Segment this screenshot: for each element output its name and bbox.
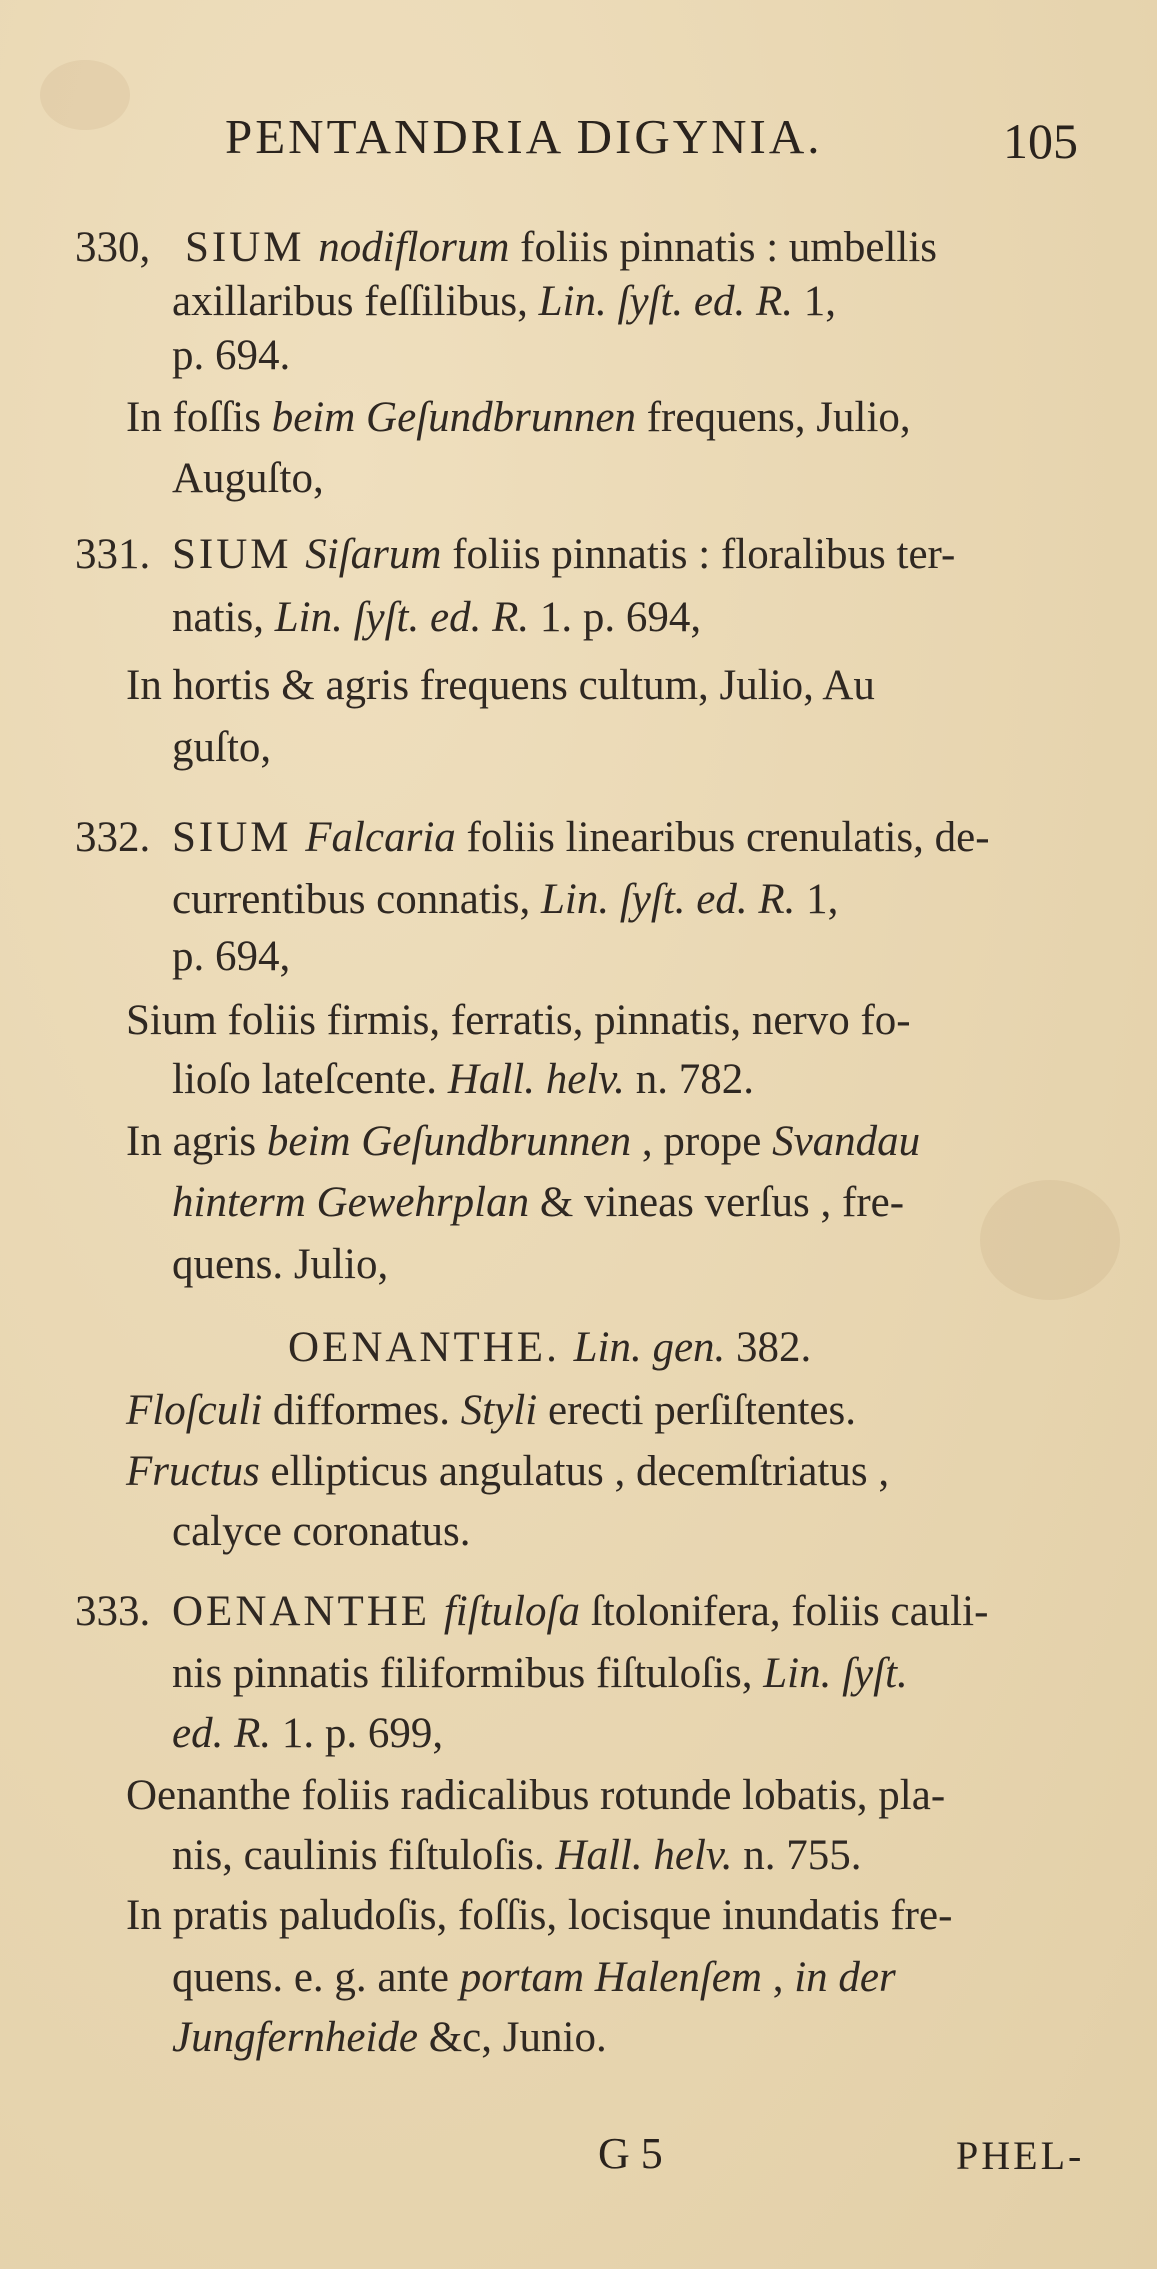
entry-line <box>172 330 290 382</box>
entry-line <box>126 660 875 712</box>
text-segment: axillaribus feſſilibus, <box>172 278 539 325</box>
text-segment: Lin. ſyſt. ed. R. <box>538 278 794 325</box>
text-segment: Lin. ſyſt. <box>763 1650 908 1697</box>
genus-description-line <box>126 1385 856 1437</box>
entry-number: 333. <box>75 1588 151 1635</box>
text-segment: natis, <box>172 594 275 641</box>
text-segment: OENANTHE <box>172 1588 444 1635</box>
text-segment: 1, <box>795 876 839 923</box>
text-segment: p. 694, <box>172 933 291 980</box>
text-segment: Auguſto, <box>172 455 324 502</box>
text-segment: foliis pinnatis : floralibus ter- <box>441 531 956 578</box>
text-segment: SIUM <box>172 531 306 578</box>
text-segment: quens. e. g. ante <box>172 1954 460 2001</box>
text-segment: hinterm Gewehrplan <box>172 1179 530 1226</box>
text-segment: difformes. <box>262 1387 461 1434</box>
text-segment: In agris <box>126 1118 267 1165</box>
text-segment: OENANTHE. <box>288 1324 574 1371</box>
genus-description-line <box>172 1506 470 1558</box>
entry-number: 330, <box>75 224 151 271</box>
text-segment: Fructus <box>126 1448 260 1495</box>
page-footer <box>0 2128 1157 2188</box>
text-segment: 1. p. 694, <box>529 594 702 641</box>
text-segment: & vineas verſus , fre- <box>529 1179 905 1226</box>
text-segment: Sium foliis firmis, ferratis, pinnatis, nervo fo- <box>126 997 911 1044</box>
text-segment: ſtolonifera, foliis cauli- <box>580 1588 989 1635</box>
text-segment: n. 782. <box>624 1056 754 1103</box>
text-segment: quens. Julio, <box>172 1241 389 1288</box>
entry-line <box>172 592 701 644</box>
text-segment: Hall. helv. <box>447 1056 625 1103</box>
text-segment: Lin. ſyſt. ed. R. <box>541 876 796 923</box>
entry-line <box>172 812 990 864</box>
text-segment: Hall. helv. <box>555 1832 733 1879</box>
entry-number: 331. <box>75 531 151 578</box>
text-segment: Floſculi <box>126 1387 263 1434</box>
genus-heading <box>288 1322 811 1374</box>
text-segment: nis pinnatis filiformibus fiſtuloſis, <box>172 1650 764 1697</box>
entry-line <box>126 995 911 1047</box>
signature-mark: G 5 <box>598 2129 663 2178</box>
entry-line <box>172 1830 862 1882</box>
text-segment: beim Geſundbrunnen <box>266 1118 632 1165</box>
entry-line <box>126 1890 952 1942</box>
text-segment: portam Halenſem <box>459 1954 762 2001</box>
entry-line <box>172 529 955 581</box>
text-segment: Styli <box>460 1387 538 1434</box>
text-segment: , prope <box>631 1118 773 1165</box>
text-segment: ellipticus angulatus , decemſtriatus , <box>259 1448 890 1495</box>
text-segment: Falcaria <box>305 814 456 861</box>
text-segment: Jungfernheide <box>172 2014 418 2061</box>
text-segment: In pratis paludoſis, foſſis, locisque inundatis fre- <box>126 1892 953 1939</box>
text-segment: frequens, Julio, <box>635 394 911 441</box>
text-segment: erecti perſiſtentes. <box>537 1387 856 1434</box>
text-segment: 1. p. 699, <box>271 1710 444 1757</box>
entry-number: 332. <box>75 814 151 861</box>
entry-line <box>126 392 911 444</box>
text-segment: foliis pinnatis : umbellis <box>509 224 938 271</box>
text-segment: 1, <box>793 278 837 325</box>
text-segment: In foſſis <box>126 394 272 441</box>
text-segment: in der <box>794 1954 896 2001</box>
entry-line <box>172 1648 908 1700</box>
entry-line <box>172 1952 896 2004</box>
entry-line <box>172 1708 443 1760</box>
text-segment: SIUM <box>172 814 306 861</box>
text-segment: &c, Junio. <box>417 2014 607 2061</box>
entry-line <box>172 1177 904 1229</box>
text-segment: Siſarum <box>305 531 442 578</box>
entry-line <box>172 1239 388 1291</box>
text-segment: ed. R. <box>172 1710 272 1757</box>
catchword: PHEL- <box>956 2133 1085 2178</box>
entry-line <box>172 1054 754 1106</box>
text-segment: Svandau <box>772 1118 921 1165</box>
text-segment: beim Geſundbrunnen <box>271 394 636 441</box>
entry-line <box>172 931 290 983</box>
text-segment: n. 755. <box>732 1832 862 1879</box>
entry-line <box>172 2012 607 2064</box>
running-head: PENTANDRIA DIGYNIA. <box>225 109 823 164</box>
text-segment: calyce coronatus. <box>172 1508 471 1555</box>
text-segment: p. 694. <box>172 332 291 379</box>
text-segment: Lin. gen. <box>573 1324 726 1371</box>
entry-line <box>172 874 838 926</box>
page-number: 105 <box>1003 113 1078 169</box>
entry-line <box>185 222 937 274</box>
text-segment: nis, caulinis fiſtuloſis. <box>172 1832 556 1879</box>
text-segment: foliis linearibus crenulatis, de- <box>455 814 990 861</box>
text-segment: Oenanthe foliis radicalibus rotunde lobatis, pla- <box>126 1772 946 1819</box>
entry-line <box>172 722 271 774</box>
text-segment: currentibus connatis, <box>172 876 541 923</box>
text-segment: fiſtuloſa <box>443 1588 581 1635</box>
text-segment: S <box>185 224 212 271</box>
entry-line <box>126 1116 920 1168</box>
text-segment: 382. <box>725 1324 812 1371</box>
text-segment: In hortis & agris frequens cultum, Julio, Au <box>126 662 875 709</box>
text-segment: , <box>761 1954 795 2001</box>
text-segment: IUM <box>211 224 319 271</box>
text-segment: Lin. ſyſt. ed. R. <box>274 594 530 641</box>
entry-line <box>126 1770 945 1822</box>
text-segment: guſto, <box>172 724 272 771</box>
entry-line <box>172 276 836 328</box>
entry-line <box>172 1586 988 1638</box>
text-segment: lioſo lateſcente. <box>172 1056 448 1103</box>
genus-description-line <box>126 1446 889 1498</box>
text-segment: nodiflorum <box>318 224 510 271</box>
entry-line <box>172 453 324 505</box>
